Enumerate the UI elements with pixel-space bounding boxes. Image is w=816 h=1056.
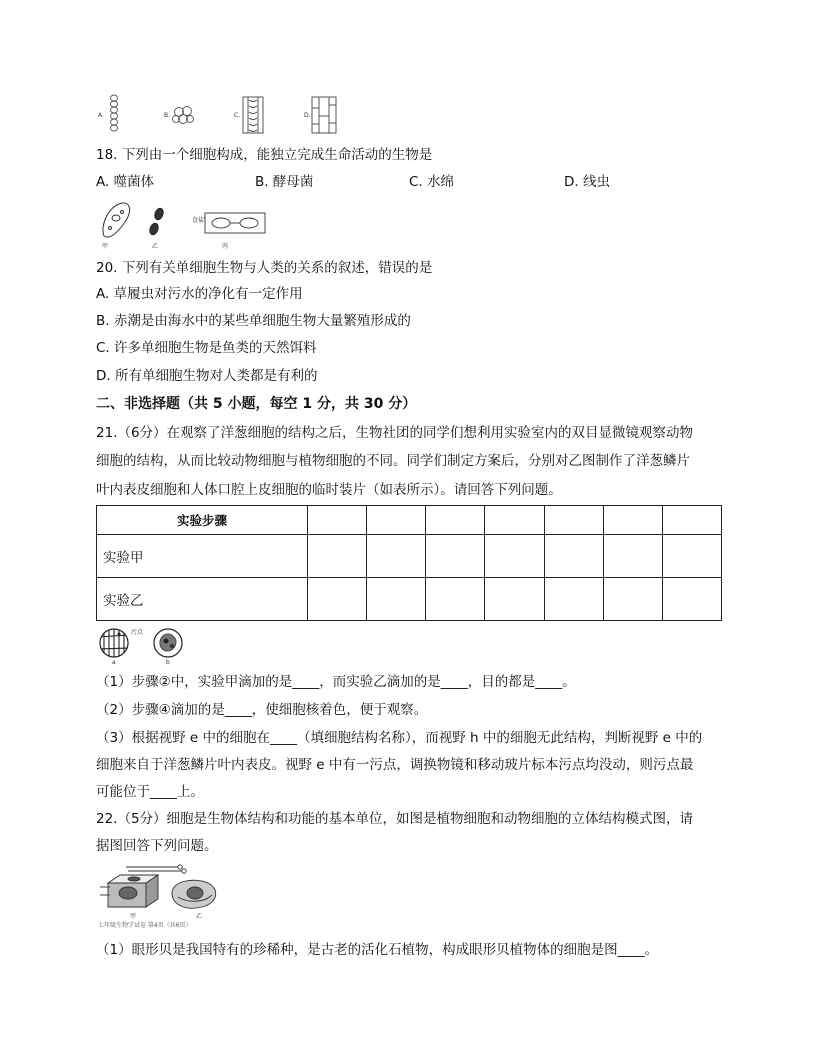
q18-stem: 18. 下列由一个细胞构成，能独立完成生命活动的生物是 [96, 147, 433, 163]
yeast-image [146, 206, 168, 238]
fig17-cell-images [96, 94, 356, 136]
experiment-table [96, 505, 722, 621]
cheek-cells-field-image [152, 627, 184, 659]
fig17-label-d: D. [304, 112, 311, 119]
fig19-label-bing: 丙 [222, 243, 229, 250]
q20-option-a: A. 草履虫对污水的净化有一定作用 [96, 286, 303, 302]
q22-sub-1: （1）眼形贝是我国特有的珍稀种，是古老的活化石植物，构成眼形贝植物体的细胞是图____。 [96, 942, 659, 958]
round-cells-image [172, 104, 196, 128]
table-row [97, 578, 722, 621]
q21-sub-3-line-1: （3）根据视野 e 中的细胞在____（填细胞结构名称），而视野 h 中的细胞无此结构，判断视野 e 中的 [96, 730, 703, 746]
table-cell [426, 506, 485, 535]
table-cell [485, 506, 544, 535]
q22-label-jia: 甲 [130, 913, 137, 920]
q21-sub-2: （2）步骤④滴加的是____，使细胞核着色，便于观察。 [96, 702, 428, 718]
filament-cells-image [106, 94, 122, 134]
table-cell [544, 506, 603, 535]
tissue-cells-image [310, 96, 338, 134]
table-cell [367, 578, 426, 621]
table-cell [426, 535, 485, 578]
field-label-a: a [112, 659, 116, 666]
table-header-row [97, 506, 722, 535]
q21-sub-3-line-2: 细胞来自于洋葱鳞片叶内表皮。视野 e 中有一污点，调换物镜和移动玻片标本污点均没动，则污点最 [96, 757, 694, 773]
table-cell [603, 535, 662, 578]
q18-option-a: A. 噬菌体 [96, 174, 155, 190]
table-cell [662, 578, 721, 621]
q21-line-3: 叶内表皮细胞和人体口腔上皮细胞的临时装片（如表所示）。请回答下列问题。 [96, 482, 562, 498]
table-cell [603, 506, 662, 535]
q20-option-b: B. 赤潮是由海水中的某些单细胞生物大量繁殖形成的 [96, 313, 411, 329]
fig19-label-jia: 甲 [102, 243, 109, 250]
culture-slide-image [204, 210, 266, 236]
table-cell [485, 578, 544, 621]
fig17-label-b: B. [164, 112, 171, 119]
field-spot-label: 污点 [131, 629, 144, 636]
q22-line-2: 据图回答下列问题。 [96, 838, 218, 854]
q18-option-d: D. 线虫 [564, 174, 610, 190]
plant-animal-cell-image [98, 863, 222, 915]
fig19-label-yi: 乙 [152, 243, 159, 250]
table-cell [308, 578, 367, 621]
q21-line-1: 21.（6分）在观察了洋葱细胞的结构之后，生物社团的同学们想利用实验室内的双目显微镜观察动物 [96, 425, 694, 441]
table-cell [308, 535, 367, 578]
q21-field-images [98, 627, 198, 667]
fig19-food-label: 食盐 [192, 217, 205, 224]
fig19-images [96, 200, 266, 250]
onion-cells-field-image [98, 627, 130, 659]
q22-figure-footer: 七年级生物学试卷 第4页（共6页） [98, 922, 192, 929]
table-cell [426, 578, 485, 621]
q21-sub-3-line-3: 可能位于____上。 [96, 784, 204, 800]
table-cell [662, 506, 721, 535]
table-cell [308, 506, 367, 535]
q20-stem: 20. 下列有关单细胞生物与人类的关系的叙述，错误的是 [96, 260, 433, 276]
table-cell [367, 535, 426, 578]
table-row-label-yi: 实验乙 [97, 578, 308, 621]
paramecium-image [98, 200, 134, 240]
q22-cell-structure-figure [98, 863, 228, 929]
table-cell [485, 535, 544, 578]
q20-option-c: C. 许多单细胞生物是鱼类的天然饵料 [96, 340, 317, 356]
table-cell [603, 578, 662, 621]
vessel-cells-image [240, 96, 266, 134]
q21-line-2: 细胞的结构，从而比较动物细胞与植物细胞的不同。同学们制定方案后，分别对乙图制作了洋葱鳞片 [96, 453, 690, 469]
fig17-label-a: A. [98, 112, 104, 119]
q22-label-yi: 乙 [196, 913, 203, 920]
table-cell [544, 578, 603, 621]
q18-option-b: B. 酵母菌 [255, 174, 314, 190]
table-cell [367, 506, 426, 535]
fig17-label-c: C. [234, 112, 241, 119]
q18-option-c: C. 水绵 [409, 174, 455, 190]
field-label-b: b [166, 659, 170, 666]
table-cell [544, 535, 603, 578]
section2-title: 二、非选择题（共 5 小题，每空 1 分，共 30 分） [96, 396, 417, 412]
table-header-steps: 实验步骤 [97, 506, 308, 535]
q21-sub-1: （1）步骤②中，实验甲滴加的是____，而实验乙滴加的是____，目的都是____。 [96, 674, 576, 690]
q20-option-d: D. 所有单细胞生物对人类都是有利的 [96, 368, 318, 384]
q22-line-1: 22.（5分）细胞是生物体结构和功能的基本单位，如图是植物细胞和动物细胞的立体结构模式图，请 [96, 811, 694, 827]
table-cell [662, 535, 721, 578]
table-row-label-jia: 实验甲 [97, 535, 308, 578]
table-row [97, 535, 722, 578]
